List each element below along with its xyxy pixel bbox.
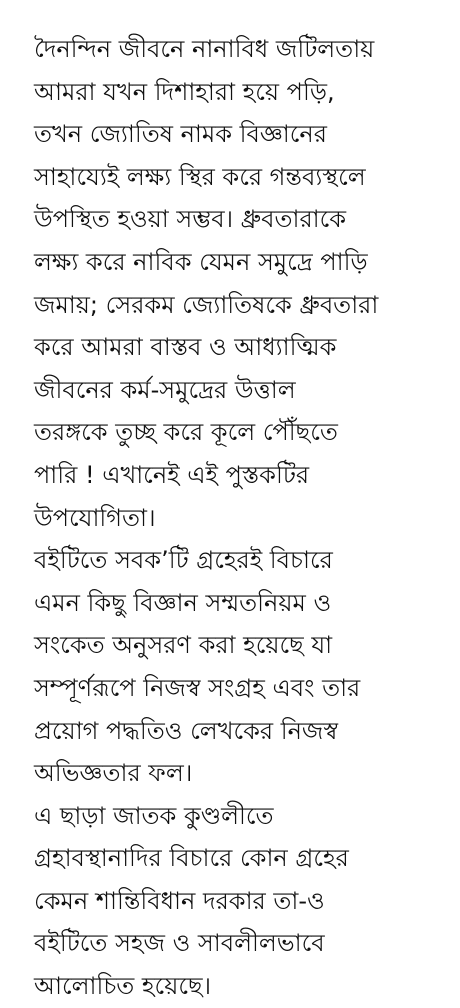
text-line: সাহায্যেই লক্ষ্য স্থির করে গন্তব্যস্থলে: [34, 162, 366, 191]
text-block: [34, 28, 444, 1008]
text-line: গ্রহাবস্থানাদির বিচারে কোন গ্রহের: [34, 844, 349, 873]
text-line: সংকেত অনুসরণ করা হয়েছে যা: [34, 631, 333, 660]
text-line: আলোচিত হয়েছে।: [34, 972, 212, 1001]
text-line: উপস্থিত হওয়া সম্ভব। ধ্রুবতারাকে: [34, 205, 347, 234]
text-line: প্রয়োগ পদ্ধতিও লেখকের নিজস্ব: [34, 716, 338, 745]
text-line: দৈনন্দিন জীবনে নানাবিধ জটিলতায়: [34, 35, 375, 63]
text-line: কেমন শান্তিবিধান দরকার তা-ও: [34, 886, 325, 915]
text-line: করে আমরা বাস্তব ও আধ্যাত্মিক: [34, 333, 337, 362]
text-line: তরঙ্গকে তুচ্ছ করে কূলে পৌঁছতে: [34, 418, 338, 447]
paragraph-3: [34, 795, 444, 1008]
text-line: উপযোগিতা।: [34, 503, 156, 532]
text-line: আমরা যখন দিশাহারা হয়ে পড়ি,: [34, 77, 335, 106]
text-line: সম্পূর্ণরূপে নিজস্ব সংগ্রহ এবং তার: [34, 673, 361, 702]
text-line: তখন জ্যোতিষ নামক বিজ্ঞানের: [34, 120, 327, 149]
text-line: জমায়; সেরকম জ্যোতিষকে ধ্রুবতারা: [34, 290, 379, 319]
text-line: জীবনের কর্ম-সমুদ্রের উত্তাল: [34, 375, 296, 404]
text-line: পারি ! এখানেই এই পুস্তকটির: [34, 460, 310, 489]
paragraph-2: [34, 539, 444, 795]
paragraph-1: [34, 28, 444, 539]
text-line: এ ছাড়া জাতক কুণ্ডলীতে: [34, 801, 274, 830]
text-line: এমন কিছু বিজ্ঞান সম্মতনিয়ম ও: [34, 588, 332, 617]
text-line: অভিজ্ঞতার ফল।: [34, 759, 193, 788]
text-line: বইটিতে সহজ ও সাবলীলভাবে: [34, 929, 325, 958]
text-line: লক্ষ্য করে নাবিক যেমন সমুদ্রে পাড়ি: [34, 247, 368, 276]
text-line: বইটিতে সবক’টি গ্রহেরই বিচারে: [34, 546, 333, 575]
